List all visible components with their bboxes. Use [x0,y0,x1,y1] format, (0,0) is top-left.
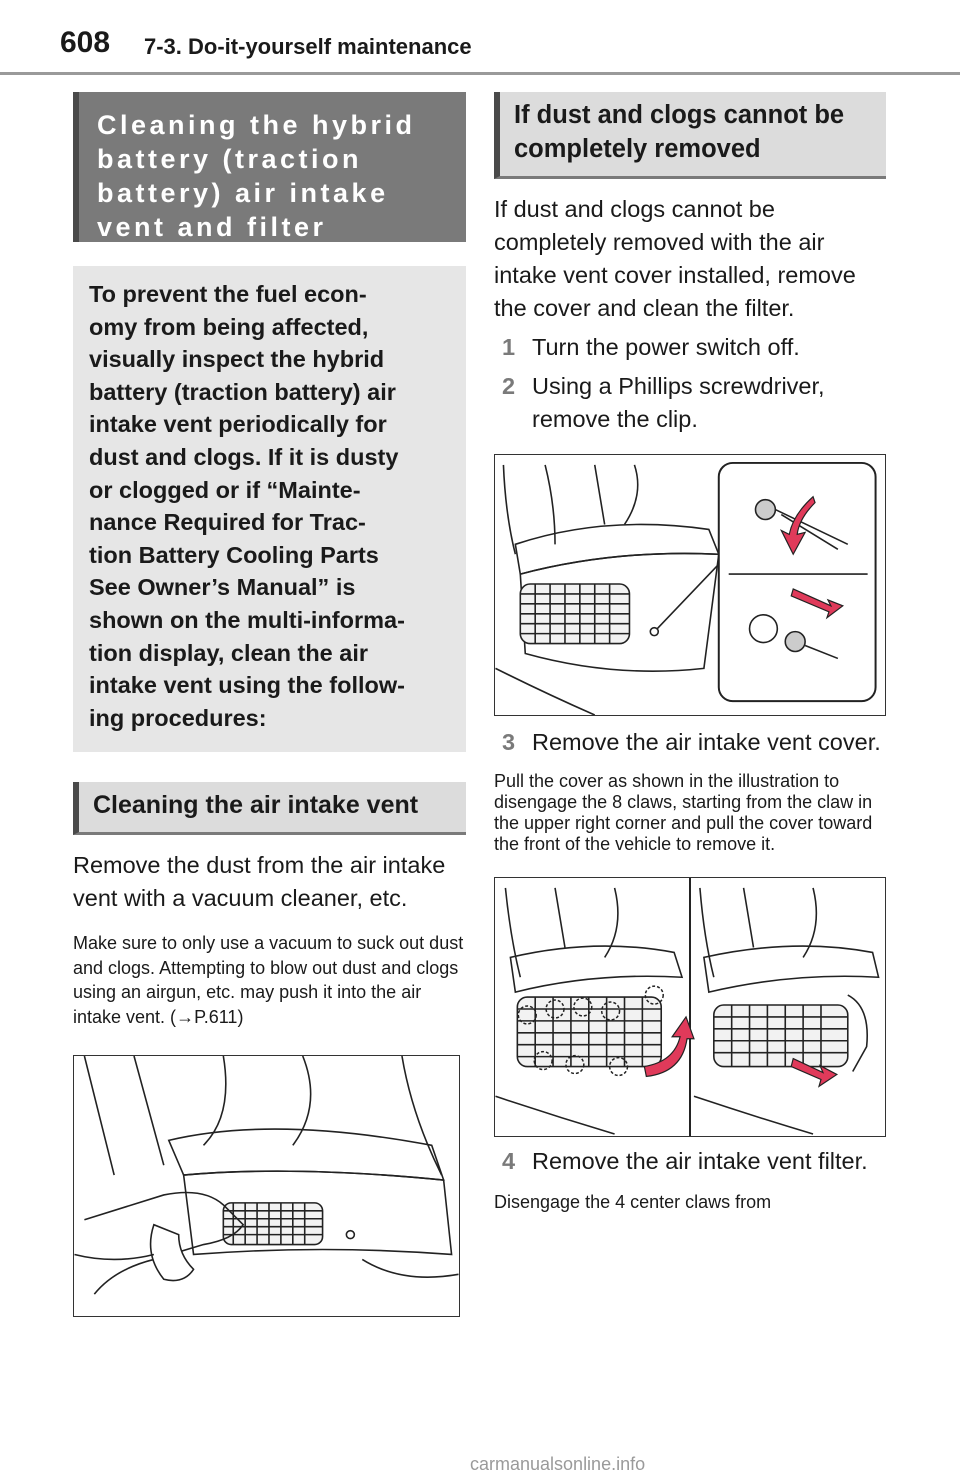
subheading-not-removed: If dust and clogs cannot be completely removed [494,92,886,179]
header-divider [0,72,960,75]
vacuum-illustration [73,1055,460,1317]
step-3-note: Pull the cover as shown in the illustration to disengage the 8 claws, starting from the claw in the upper right corner and pull the cover toward the front of the vehicle to remove it. [494,771,873,854]
subheading-clean-vent: Cleaning the air intake vent [73,782,466,835]
right-column [494,92,886,1215]
step-1 [494,331,886,364]
cover-removal-figure [495,878,885,1136]
intro-line: intake vent using the follow- [89,672,405,699]
cover-removal-illustration [494,877,886,1137]
step-number: 1 [502,334,516,360]
intro-line: omy from being affected, [89,313,369,340]
step-number: 4 [502,1148,516,1174]
intro-line: intake vent periodically for [89,411,387,438]
intro-line: ing procedures: [89,704,267,731]
page-number: 608 [60,26,111,59]
page-header [0,0,960,76]
removal-intro: If dust and clogs cannot be completely removed with the air intake vent cover installed, remove the cover and clean the filter. [494,196,856,321]
step-3 [494,726,886,759]
step-number: 3 [502,729,516,755]
step-4 [494,1145,886,1178]
intro-line: tion Battery Cooling Parts [89,541,379,568]
intro-line: tion display, clean the air [89,639,369,666]
left-column [73,92,466,1317]
intro-line: or clogged or if “Mainte- [89,476,361,503]
step-2 [494,370,886,436]
intro-line: visually inspect the hybrid [89,346,385,373]
intro-box [73,266,466,752]
step-text: Remove the air intake vent cover. [532,729,881,755]
step-text: Using a Phillips screwdriver, remove the clip. [532,373,825,432]
step-number: 2 [502,373,516,399]
page-reference-link[interactable]: P.611) [194,1006,244,1027]
ref-arrow-icon: → [176,1006,195,1027]
intro-line: battery (traction battery) air [89,378,396,405]
intro-line: nance Required for Trac- [89,509,366,536]
intro-line: To prevent the fuel econ- [89,281,367,307]
vent-note-text: Make sure to only use a vacuum to suck out dust and clogs. Attempting to blow out dust and clogs using an airgun, etc. may push it into the air intake vent. ( [73,933,464,1027]
clip-removal-illustration [494,454,886,716]
vent-instruction: Remove the dust from the air intake vent with a vacuum cleaner, etc. [73,852,446,912]
intro-line: shown on the multi-informa- [89,606,405,633]
step-text: Turn the power switch off. [532,334,800,360]
clip-removal-figure [495,455,885,715]
intro-line: See Owner’s Manual” is [89,574,356,601]
watermark-text: carmanualsonline.info [470,1454,646,1474]
main-heading: Cleaning the hybrid battery (traction battery) air intake vent and filter [73,92,466,242]
vent-note [73,931,466,1029]
vacuum-cleaning-figure [74,1056,459,1316]
step-text: Remove the air intake vent filter. [532,1148,868,1174]
intro-text [89,278,450,734]
intro-line: dust and clogs. If it is dusty [89,443,399,470]
section-title: 7-3. Do-it-yourself maintenance [144,34,472,59]
step-4-note: Disengage the 4 center claws from [494,1192,772,1212]
